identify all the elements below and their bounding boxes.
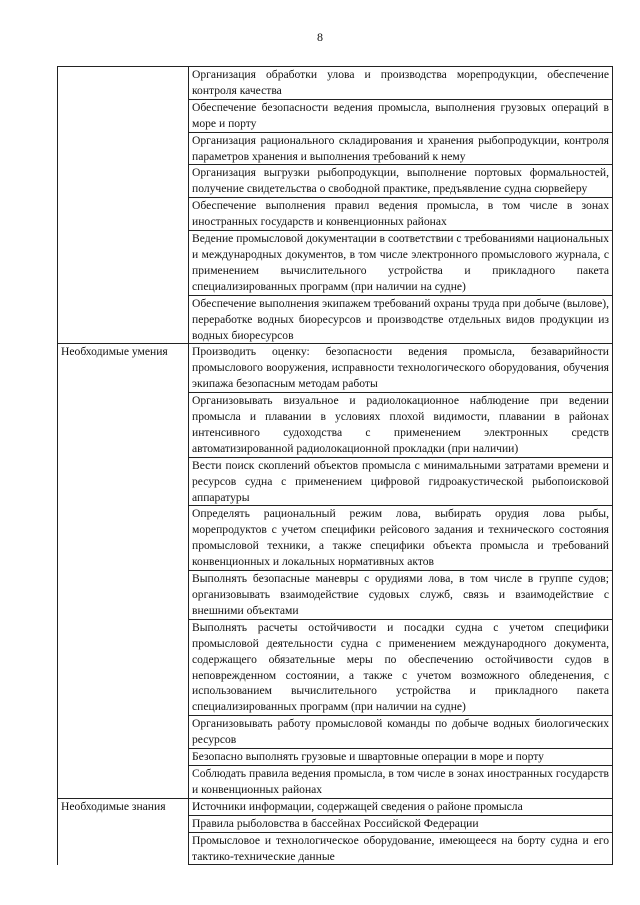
- continuation-row: [58, 165, 613, 198]
- continuation-label-cell: [58, 198, 189, 231]
- skills-label-cell: [58, 457, 189, 506]
- continuation-row: [58, 231, 613, 296]
- skills-row: [58, 765, 613, 798]
- skills-item: Организовывать работу промысловой команды по добыче водных биологических ресурсов: [189, 716, 613, 749]
- knowledge-label-cell: Необходимые знания: [58, 798, 189, 815]
- skills-item: Выполнять безопасные маневры с орудиями лова, в том числе в группе судов; организовывать взаимодействие судовых служб, связь и взаимодействие с внешними объектами: [189, 571, 613, 620]
- skills-row: [58, 457, 613, 506]
- continuation-item: Организация рационального складирования и хранения рыбопродукции, контроля параметров хранения и выполнения требований к нему: [189, 132, 613, 165]
- skills-item: Организовывать визуальное и радиолокационное наблюдение при ведении промысла и плавании в условиях плохой видимости, плавании в районах интенсивного судоходства с применением электронных средств автоматизированной радиолокационной прокладки (при наличии): [189, 393, 613, 458]
- skills-item: Вести поиск скоплений объектов промысла с минимальными затратами времени и ресурсов судна с применением цифровой гидроакустической рыбопоисковой аппаратуры: [189, 457, 613, 506]
- continuation-item: Обеспечение выполнения правил ведения промысла, в том числе в зонах иностранных государств и конвенционных районах: [189, 198, 613, 231]
- skills-label-cell: [58, 716, 189, 749]
- skills-item: Производить оценку: безопасности ведения промысла, безаварийности промыслового вооружения, исправности технологического оборудования, обучения экипажа безопасным методам работы: [189, 344, 613, 393]
- skills-label-cell: [58, 619, 189, 715]
- skills-label-cell: [58, 571, 189, 620]
- skills-row: [58, 506, 613, 571]
- skills-row: [58, 571, 613, 620]
- knowledge-row: [58, 798, 613, 815]
- continuation-label-cell: [58, 231, 189, 296]
- knowledge-item: Промысловое и технологическое оборудование, имеющееся на борту судна и его тактико-технические данные: [189, 832, 613, 865]
- continuation-item: Организация выгрузки рыбопродукции, выполнение портовых формальностей, получение свидетельства о свободной практике, предъявление судна сюрвейеру: [189, 165, 613, 198]
- continuation-item: Организация обработки улова и производства морепродукции, обеспечение контроля качества: [189, 67, 613, 100]
- continuation-item: Ведение промысловой документации в соответствии с требованиями национальных и международных документов, в том числе электронного промыслового журнала, с применением вычислительного устройства и прикладного пакета специализированных программ (при наличии на судне): [189, 231, 613, 296]
- knowledge-label-cell: [58, 815, 189, 832]
- skills-row: [58, 393, 613, 458]
- skills-row: [58, 716, 613, 749]
- skills-label-cell: [58, 765, 189, 798]
- skills-item: Выполнять расчеты остойчивости и посадки судна с учетом специфики промысловой деятельности судна с применением международного документа, содержащего обязательные меры по обеспечению остойчивости судов в неповрежденном состоянии, а также с учетом возможного обледенения, с использованием вычислительного устройства и прикладного пакета специализированных программ (при наличии на судне): [189, 619, 613, 715]
- continuation-row: [58, 295, 613, 344]
- continuation-item: Обеспечение безопасности ведения промысла, выполнения грузовых операций в море и порту: [189, 99, 613, 132]
- continuation-row: [58, 198, 613, 231]
- skills-row: [58, 749, 613, 766]
- skills-row: [58, 344, 613, 393]
- continuation-row: [58, 99, 613, 132]
- continuation-label-cell: [58, 67, 189, 100]
- continuation-label-cell: [58, 295, 189, 344]
- continuation-label-cell: [58, 132, 189, 165]
- knowledge-item: Источники информации, содержащей сведения о районе промысла: [189, 798, 613, 815]
- page-number: 8: [317, 30, 323, 44]
- knowledge-label-cell: [58, 832, 189, 865]
- skills-label-cell: [58, 393, 189, 458]
- knowledge-row: [58, 832, 613, 865]
- knowledge-item: Правила рыболовства в бассейнах Российской Федерации: [189, 815, 613, 832]
- continuation-row: [58, 67, 613, 100]
- continuation-label-cell: [58, 165, 189, 198]
- continuation-label-cell: [58, 99, 189, 132]
- skills-item: Соблюдать правила ведения промысла, в том числе в зонах иностранных государств и конвенционных районах: [189, 765, 613, 798]
- skills-label-cell: [58, 506, 189, 571]
- skills-item: Определять рациональный режим лова, выбирать орудия лова рыбы, морепродуктов с учетом специфики рейсового задания и технического состояния промысловой техники, а также специфики объекта промысла и требований конвенционных и локальных нормативных актов: [189, 506, 613, 571]
- skills-label-cell: [58, 749, 189, 766]
- continuation-item: Обеспечение выполнения экипажем требований охраны труда при добыче (вылове), переработке водных биоресурсов и производстве отдельных видов продукции из водных биоресурсов: [189, 295, 613, 344]
- skills-item: Безопасно выполнять грузовые и швартовные операции в море и порту: [189, 749, 613, 766]
- requirements-table: [57, 66, 613, 865]
- continuation-row: [58, 132, 613, 165]
- knowledge-row: [58, 815, 613, 832]
- skills-row: [58, 619, 613, 715]
- skills-label-cell: Необходимые умения: [58, 344, 189, 393]
